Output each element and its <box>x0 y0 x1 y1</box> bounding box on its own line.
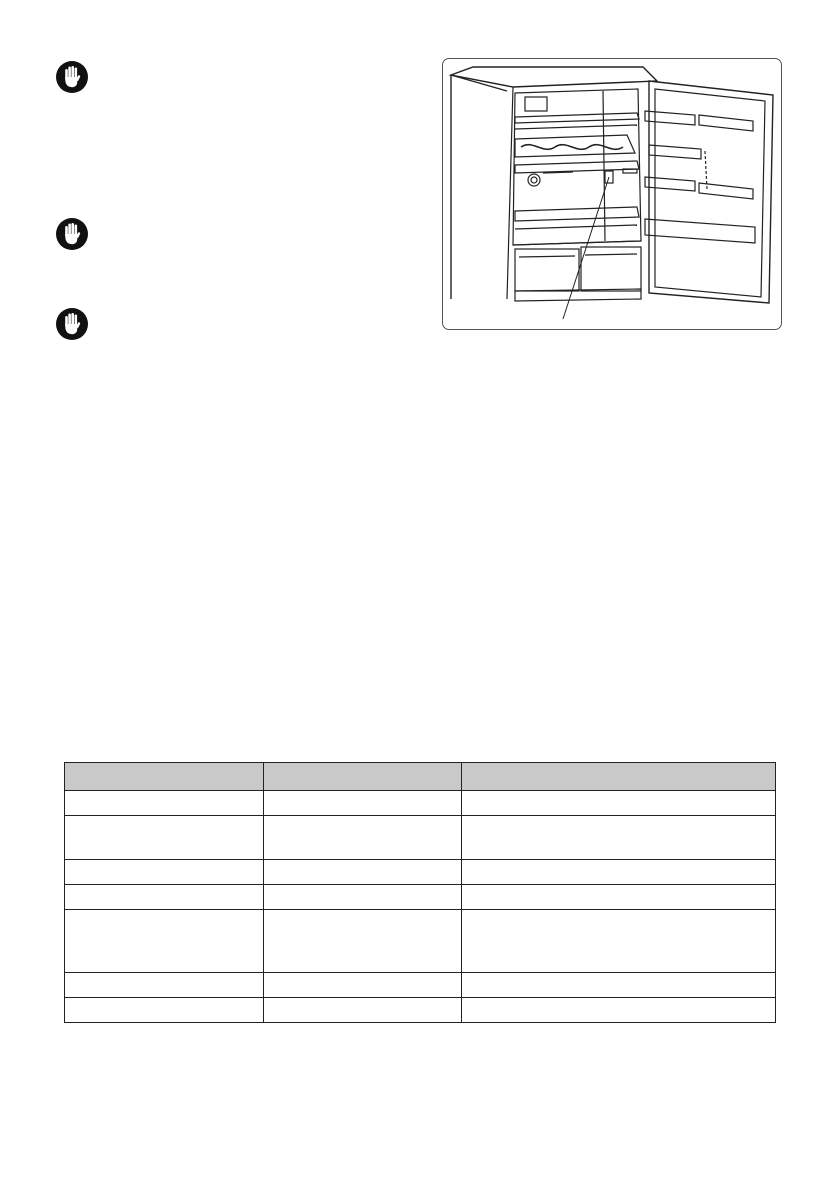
table-cell <box>264 973 462 998</box>
table-header-cell <box>264 763 462 791</box>
warning-icon-3 <box>55 307 89 341</box>
table-cell <box>264 791 462 816</box>
table-header-cell <box>462 763 776 791</box>
table-cell <box>65 860 264 885</box>
table-row <box>65 860 776 885</box>
table-cell <box>462 860 776 885</box>
table-cell <box>65 816 264 860</box>
hand-stop-icon <box>55 217 89 251</box>
settings-table <box>64 762 776 1023</box>
table-row <box>65 973 776 998</box>
table-cell <box>264 860 462 885</box>
table-cell <box>462 910 776 973</box>
hand-stop-icon <box>55 307 89 341</box>
refrigerator-illustration <box>443 59 781 329</box>
table-header-row <box>65 763 776 791</box>
warning-icon-1 <box>55 60 89 94</box>
table-cell <box>65 973 264 998</box>
table-cell <box>264 885 462 910</box>
table-row <box>65 998 776 1023</box>
table-cell <box>462 816 776 860</box>
table-cell <box>264 910 462 973</box>
table-cell <box>462 973 776 998</box>
table-cell <box>264 816 462 860</box>
table-cell <box>462 791 776 816</box>
table-header-cell <box>65 763 264 791</box>
table-cell <box>65 998 264 1023</box>
table-row <box>65 816 776 860</box>
table-row <box>65 885 776 910</box>
table-cell <box>462 885 776 910</box>
table-cell <box>462 998 776 1023</box>
hand-stop-icon <box>55 60 89 94</box>
warning-icon-2 <box>55 217 89 251</box>
table-row <box>65 910 776 973</box>
table-cell <box>65 910 264 973</box>
table-row <box>65 791 776 816</box>
table-cell <box>65 791 264 816</box>
refrigerator-figure <box>442 58 782 330</box>
table-cell <box>65 885 264 910</box>
table-cell <box>264 998 462 1023</box>
